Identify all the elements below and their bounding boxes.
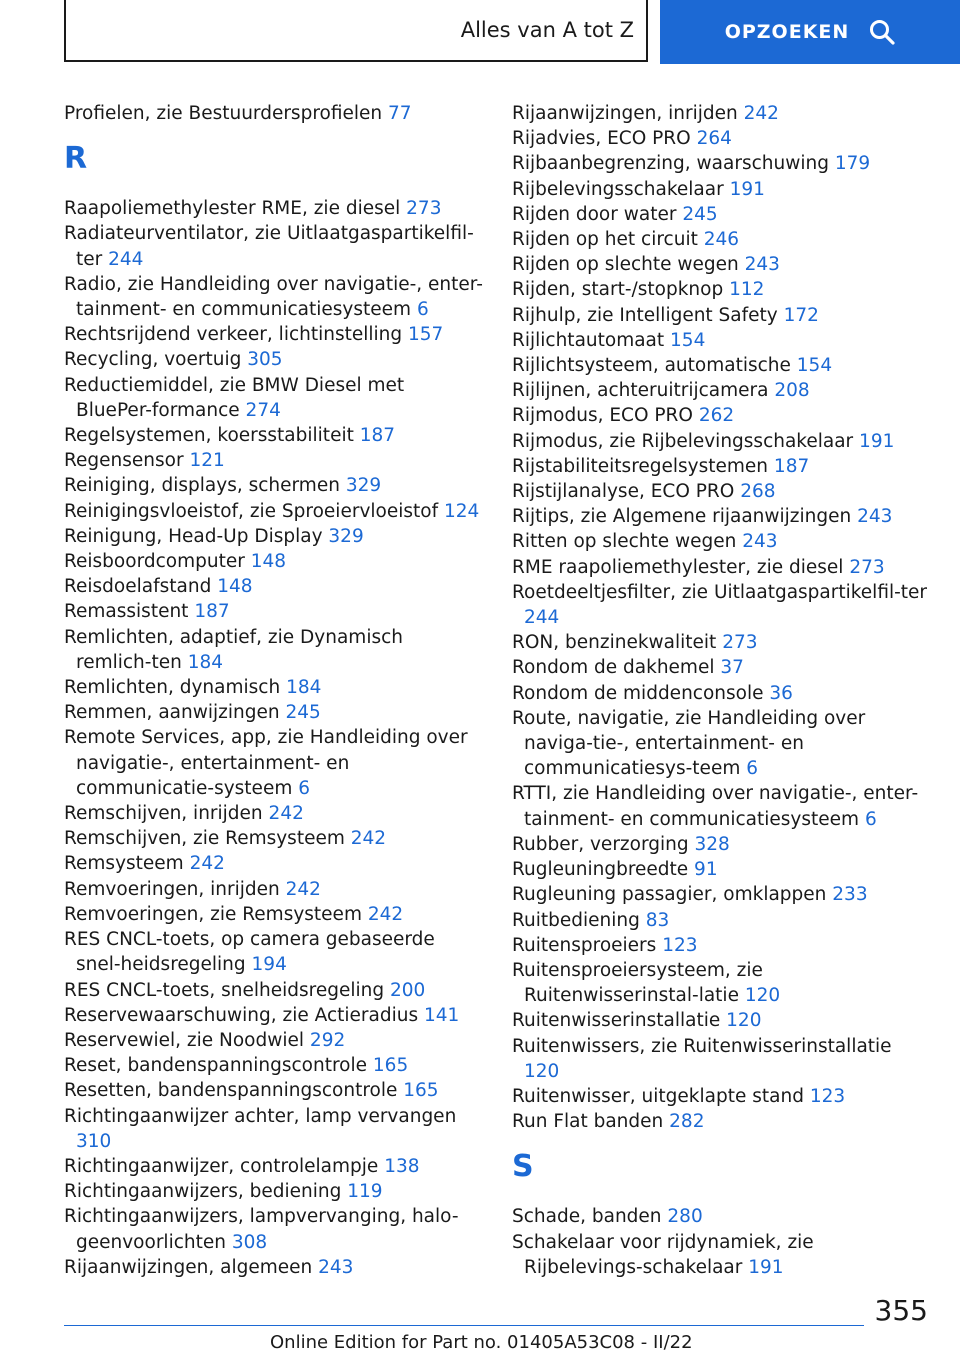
page-reference-link[interactable]: 244 xyxy=(108,248,144,270)
page-reference-link[interactable]: 191 xyxy=(859,430,895,452)
index-entry-text: Reductiemiddel, zie BMW Diesel met BluePer-formance xyxy=(64,374,405,421)
index-entry xyxy=(512,227,932,252)
index-entry xyxy=(512,958,932,1008)
index-entry xyxy=(64,826,484,851)
page-reference-link[interactable]: 6 xyxy=(298,777,311,799)
index-entry-text: Raapoliemethylester RME, zie diesel xyxy=(64,198,407,220)
index-entry-text: Reinigung, Head-Up Display xyxy=(64,525,329,547)
index-entry xyxy=(512,303,932,328)
page-reference-link[interactable]: 165 xyxy=(403,1080,439,1102)
index-entry xyxy=(64,700,484,725)
index-entry xyxy=(512,1109,932,1134)
page-reference-link[interactable]: 138 xyxy=(384,1155,420,1177)
index-entry xyxy=(64,902,484,927)
page-reference-link[interactable]: 208 xyxy=(774,380,810,402)
page-reference-link[interactable]: 243 xyxy=(318,1256,354,1278)
search-button[interactable] xyxy=(660,0,960,64)
index-entry-text: Regelsystemen, koersstabiliteit xyxy=(64,425,360,447)
page-reference-link[interactable]: 274 xyxy=(245,399,281,421)
page-reference-link[interactable]: 273 xyxy=(722,632,758,654)
page-reference-link[interactable]: 329 xyxy=(328,525,364,547)
index-entry xyxy=(512,328,932,353)
page-reference-link[interactable]: 187 xyxy=(773,455,810,477)
footer-edition xyxy=(270,1332,693,1353)
page-reference-link[interactable]: 120 xyxy=(744,985,781,1007)
index-entry-text: Rugleuning passagier, omklappen xyxy=(512,884,833,906)
page-reference-link[interactable]: 305 xyxy=(247,349,283,371)
index-entry xyxy=(64,801,484,826)
section-title-tab[interactable] xyxy=(64,0,648,62)
index-entry xyxy=(512,630,932,655)
index-entry-text: Recycling, voertuig xyxy=(64,349,248,371)
page-reference-link[interactable]: 200 xyxy=(389,979,426,1001)
index-entry xyxy=(512,706,932,782)
page-reference-link[interactable]: 308 xyxy=(231,1231,268,1253)
index-letter-heading: R xyxy=(64,141,88,177)
index-entry xyxy=(512,277,932,302)
index-entry-text: Rijaanwijzingen, inrijden xyxy=(512,103,744,124)
index-entry xyxy=(512,454,932,479)
index-entry-text: Remlichten, dynamisch xyxy=(64,677,287,699)
index-entry-text: Reisdoelafstand xyxy=(64,576,218,598)
index-entry-text: RME raapoliemethylester, zie diesel xyxy=(512,556,850,578)
index-entry-text: Rijmodus, zie Rijbelevingsschakelaar xyxy=(512,430,860,452)
index-entry-text: Rijden op het circuit xyxy=(512,229,704,251)
index-entry-text: Radio, zie Handleiding over navigatie-, enter-tainment- en communicatiesysteem xyxy=(64,273,483,321)
index-entry xyxy=(64,473,484,498)
index-entry-text: Run Flat banden xyxy=(512,1111,670,1133)
index-entry-text: Rijmodus, ECO PRO xyxy=(512,405,699,427)
index-entry xyxy=(64,725,484,801)
index-entry-text: Rijbelevingsschakelaar xyxy=(512,178,730,200)
page-reference-link[interactable]: 119 xyxy=(347,1181,383,1203)
page-reference-link[interactable]: 120 xyxy=(524,1060,560,1082)
page-reference-link[interactable]: 123 xyxy=(809,1085,846,1107)
index-entry-text: Regensensor xyxy=(64,450,190,472)
page-reference-link[interactable]: 36 xyxy=(769,682,793,704)
page-reference-link[interactable]: 328 xyxy=(694,833,730,855)
index-entry-text: Rijden door water xyxy=(512,203,683,225)
index-entry xyxy=(64,101,484,126)
page-reference-link[interactable]: 268 xyxy=(740,481,776,503)
index-entry-text: Schade, banden xyxy=(512,1206,668,1228)
index-entry xyxy=(64,851,484,876)
index-entry-text: Ruitenwisser, uitgeklapte stand xyxy=(512,1085,810,1107)
index-entry xyxy=(512,252,932,277)
page-reference-link[interactable]: 243 xyxy=(857,506,893,528)
index-entry-text: Rijbaanbegrenzing, waarschuwing xyxy=(512,153,835,175)
page-reference-link[interactable]: 124 xyxy=(443,500,480,522)
index-entry-text: Rondom de dakhemel xyxy=(512,657,721,679)
index-entry xyxy=(64,1154,484,1179)
footer-divider xyxy=(64,1325,864,1326)
index-entry-text: RES CNCL-toets, snelheidsregeling xyxy=(64,979,390,1001)
page-reference-link[interactable]: 179 xyxy=(834,153,871,175)
page-reference-link[interactable]: 6 xyxy=(746,758,759,780)
page-reference-link[interactable]: 187 xyxy=(359,425,396,447)
index-entry-text: Remvoeringen, zie Remsysteem xyxy=(64,903,368,925)
index-entry xyxy=(512,1008,932,1033)
index-entry xyxy=(512,781,932,831)
page-reference-link[interactable]: 244 xyxy=(524,607,560,629)
index-entry xyxy=(512,908,932,933)
index-entry xyxy=(64,221,484,271)
page-reference-link[interactable]: 282 xyxy=(669,1111,705,1133)
page-reference-link[interactable]: 243 xyxy=(742,531,778,553)
index-entry-text: Richtingaanwijzers, bediening xyxy=(64,1181,348,1203)
index-entry xyxy=(64,499,484,524)
index-entry-text: Reset, bandenspanningscontrole xyxy=(64,1055,373,1077)
index-entry-text: RES CNCL-toets, op camera gebaseerde snel-heidsregeling xyxy=(64,929,435,976)
index-entry xyxy=(512,101,932,126)
index-entry xyxy=(64,599,484,624)
index-entry xyxy=(64,1179,484,1204)
page-reference-link[interactable]: 243 xyxy=(744,254,780,276)
page-number: 355 xyxy=(874,1294,928,1327)
index-entry xyxy=(512,202,932,227)
page-reference-link[interactable]: 141 xyxy=(424,1004,460,1026)
index-entry xyxy=(64,877,484,902)
index-entry-text: Ritten op slechte wegen xyxy=(512,531,743,553)
page-reference-link[interactable]: 245 xyxy=(682,203,718,225)
index-entry-text: Remote Services, app, zie Handleiding over navigatie-, entertainment- en communicatie-systeem xyxy=(64,727,468,799)
page-reference-link[interactable]: 6 xyxy=(864,808,877,830)
index-entry-text: Reinigingsvloeistof, zie Sproeiervloeistof xyxy=(64,500,444,522)
index-entry-text: Rubber, verzorging xyxy=(512,833,695,855)
index-entry xyxy=(512,555,932,580)
index-entry-text: Rondom de middenconsole xyxy=(512,682,770,704)
index-entry xyxy=(512,504,932,529)
index-column-left xyxy=(64,101,484,1280)
index-entry-text: Richtingaanwijzer, controlelampje xyxy=(64,1155,385,1177)
index-entry-text: Remlichten, adaptief, zie Dynamisch remlich-ten xyxy=(64,626,403,673)
index-entry-text: Roetdeeltjesfilter, zie Uitlaatgaspartikelfil-ter xyxy=(512,581,928,603)
index-entry xyxy=(512,529,932,554)
page-reference-link[interactable]: 292 xyxy=(309,1029,346,1051)
index-entry xyxy=(64,978,484,1003)
index-entry xyxy=(512,429,932,454)
index-entry xyxy=(512,857,932,882)
index-entry-text: Ruitbediening xyxy=(512,909,646,931)
page-reference-link[interactable]: 242 xyxy=(350,828,387,850)
index-entry xyxy=(64,1204,484,1254)
page-reference-link[interactable]: 246 xyxy=(703,229,740,251)
index-entry-text: Remsysteem xyxy=(64,853,190,875)
page-reference-link[interactable]: 148 xyxy=(217,576,253,598)
index-entry xyxy=(64,1104,484,1154)
index-entry xyxy=(512,655,932,680)
index-entry xyxy=(512,1204,932,1229)
page-reference-link[interactable]: 273 xyxy=(406,198,442,220)
search-button-label: OPZOEKEN xyxy=(724,21,850,43)
index-entry xyxy=(64,423,484,448)
index-entry xyxy=(64,272,484,322)
page-reference-link[interactable]: 262 xyxy=(698,405,735,427)
index-entry-text: Remassistent xyxy=(64,601,195,623)
index-entry xyxy=(64,625,484,675)
footer-edition-text: Online Edition for Part no. 01405A53C08 - II/22 xyxy=(270,1332,693,1353)
index-entry-text: Radiateurventilator, zie Uitlaatgaspartikelfil-ter xyxy=(64,223,474,270)
index-column-right xyxy=(512,101,932,1280)
page-reference-link[interactable]: 191 xyxy=(729,178,765,200)
index-entry-text: Rijtips, zie Algemene rijaanwijzingen xyxy=(512,506,858,528)
page-reference-link[interactable]: 154 xyxy=(670,329,706,351)
index-entry xyxy=(512,580,932,630)
page-reference-link[interactable]: 157 xyxy=(408,324,444,346)
index-entry xyxy=(64,549,484,574)
page-reference-link[interactable]: 77 xyxy=(388,103,412,124)
index-entry xyxy=(512,479,932,504)
index-entry-text: Rijden, start-/stopknop xyxy=(512,279,730,301)
page-reference-link[interactable]: 233 xyxy=(832,884,868,906)
page-reference-link[interactable]: 184 xyxy=(286,677,322,699)
index-entry xyxy=(64,1255,484,1280)
section-title: Alles van A tot Z xyxy=(460,18,634,42)
index-entry xyxy=(512,126,932,151)
index-entry xyxy=(64,675,484,700)
index-entry xyxy=(64,1003,484,1028)
page-reference-link[interactable]: 172 xyxy=(783,304,819,326)
page-reference-link[interactable]: 242 xyxy=(189,853,225,875)
page-reference-link[interactable]: 273 xyxy=(849,556,885,578)
index-entry-text: Ruitensproeiersysteem, zie Ruitenwisserinstal-latie xyxy=(512,959,763,1007)
page-reference-link[interactable]: 123 xyxy=(662,934,698,956)
index-entry-text: Rugleuningbreedte xyxy=(512,859,695,881)
page-reference-link[interactable]: 264 xyxy=(696,128,732,150)
index-entry xyxy=(64,1028,484,1053)
page-reference-link[interactable]: 242 xyxy=(743,103,779,124)
index-entry xyxy=(512,403,932,428)
index-entry xyxy=(64,1078,484,1103)
index-entry-text: Ruitensproeiers xyxy=(512,934,663,956)
page-reference-link[interactable]: 120 xyxy=(726,1010,762,1032)
index-entry-text: Remvoeringen, inrijden xyxy=(64,878,286,900)
index-entry-text: Rijlijnen, achteruitrijcamera xyxy=(512,380,775,402)
index-entry-text: RON, benzinekwaliteit xyxy=(512,632,723,654)
index-entry-text: Rijden op slechte wegen xyxy=(512,254,745,276)
page-reference-link[interactable]: 37 xyxy=(720,657,744,679)
index-entry xyxy=(512,681,932,706)
index-entry-text: Reiniging, displays, schermen xyxy=(64,475,346,497)
index-entry-text: Ruitenwisserinstallatie xyxy=(512,1010,727,1032)
index-entry xyxy=(64,524,484,549)
index-entry-text: Rijstabiliteitsregelsystemen xyxy=(512,455,774,477)
page-reference-link[interactable]: 83 xyxy=(645,909,670,931)
page-reference-link[interactable]: 329 xyxy=(345,475,382,497)
index-entry-text: Ruitenwissers, zie Ruitenwisserinstallatie xyxy=(512,1035,892,1057)
index-entry xyxy=(512,882,932,907)
index-entry xyxy=(512,832,932,857)
index-entry-text: Remmen, aanwijzingen xyxy=(64,702,286,724)
index-entry-text: Profielen, zie Bestuurdersprofielen xyxy=(64,103,388,124)
page-reference-link[interactable]: 191 xyxy=(748,1256,784,1278)
index-entry xyxy=(512,933,932,958)
index-entry-text: Rijstijlanalyse, ECO PRO xyxy=(512,481,741,503)
page-reference-link[interactable]: 194 xyxy=(251,954,287,976)
index-entry-text: Rechtsrijdend verkeer, lichtinstelling xyxy=(64,324,409,346)
index-entry xyxy=(512,177,932,202)
page-reference-link[interactable]: 245 xyxy=(285,702,321,724)
page-reference-link[interactable]: 242 xyxy=(285,878,321,900)
page-reference-link[interactable]: 121 xyxy=(189,450,225,472)
page-reference-link[interactable]: 6 xyxy=(416,299,429,321)
index-entry xyxy=(64,322,484,347)
index-entry-text: Richtingaanwijzers, lampvervanging, halo-geenvoorlichten xyxy=(64,1206,459,1253)
page-reference-link[interactable]: 310 xyxy=(76,1130,112,1152)
index-entry xyxy=(512,353,932,378)
index-entry-text: Rijhulp, zie Intelligent Safety xyxy=(512,304,784,326)
index-entry-text: Rijlichtsysteem, automatische xyxy=(512,355,797,377)
index-entry-text: Resetten, bandenspanningscontrole xyxy=(64,1080,404,1102)
index-entry xyxy=(64,574,484,599)
index-entry xyxy=(64,448,484,473)
index-entry-text: Reservewaarschuwing, zie Actieradius xyxy=(64,1004,424,1026)
page-reference-link[interactable]: 91 xyxy=(694,859,718,881)
page-reference-link[interactable]: 154 xyxy=(796,355,833,377)
index-entry-text: Remschijven, inrijden xyxy=(64,803,269,825)
index-entry xyxy=(64,196,484,221)
magnifier-icon xyxy=(869,19,895,45)
index-entry xyxy=(512,151,932,176)
index-entry-text: Rijlichtautomaat xyxy=(512,329,671,351)
top-navigation-bar xyxy=(64,0,960,66)
index-letter-heading: S xyxy=(512,1149,534,1185)
index-entry xyxy=(512,1084,932,1109)
index-entry-text: Schakelaar voor rijdynamiek, zie Rijbelevings-schakelaar xyxy=(512,1231,814,1278)
index-entry xyxy=(512,378,932,403)
page-reference-link[interactable]: 165 xyxy=(372,1055,409,1077)
index-entry-text: RTTI, zie Handleiding over navigatie-, enter-tainment- en communicatiesysteem xyxy=(512,783,919,830)
page-reference-link[interactable]: 187 xyxy=(194,601,230,623)
page-reference-link[interactable]: 242 xyxy=(367,903,404,925)
index-entry-text: Remschijven, zie Remsysteem xyxy=(64,828,351,850)
index-entry-text: Rijadvies, ECO PRO xyxy=(512,128,697,150)
page-reference-link[interactable]: 148 xyxy=(250,551,287,573)
page-reference-link[interactable]: 184 xyxy=(187,651,224,673)
index-entry xyxy=(512,1230,932,1280)
index-entry-text: Route, navigatie, zie Handleiding over naviga-tie-, entertainment- en communicatiesys-teem xyxy=(512,707,866,780)
index-entry xyxy=(512,1034,932,1084)
index-entry-text: Richtingaanwijzer achter, lamp vervangen xyxy=(64,1105,457,1127)
page-reference-link[interactable]: 280 xyxy=(667,1206,703,1228)
index-entry-text: Rijaanwijzingen, algemeen xyxy=(64,1256,319,1278)
index-entry xyxy=(64,1053,484,1078)
page-reference-link[interactable]: 242 xyxy=(268,803,304,825)
index-entry xyxy=(64,927,484,977)
index-entry-text: Reservewiel, zie Noodwiel xyxy=(64,1029,310,1051)
index-entry xyxy=(64,373,484,423)
index-entry xyxy=(64,347,484,372)
page-reference-link[interactable]: 112 xyxy=(729,279,765,301)
index-entry-text: Reisboordcomputer xyxy=(64,551,251,573)
